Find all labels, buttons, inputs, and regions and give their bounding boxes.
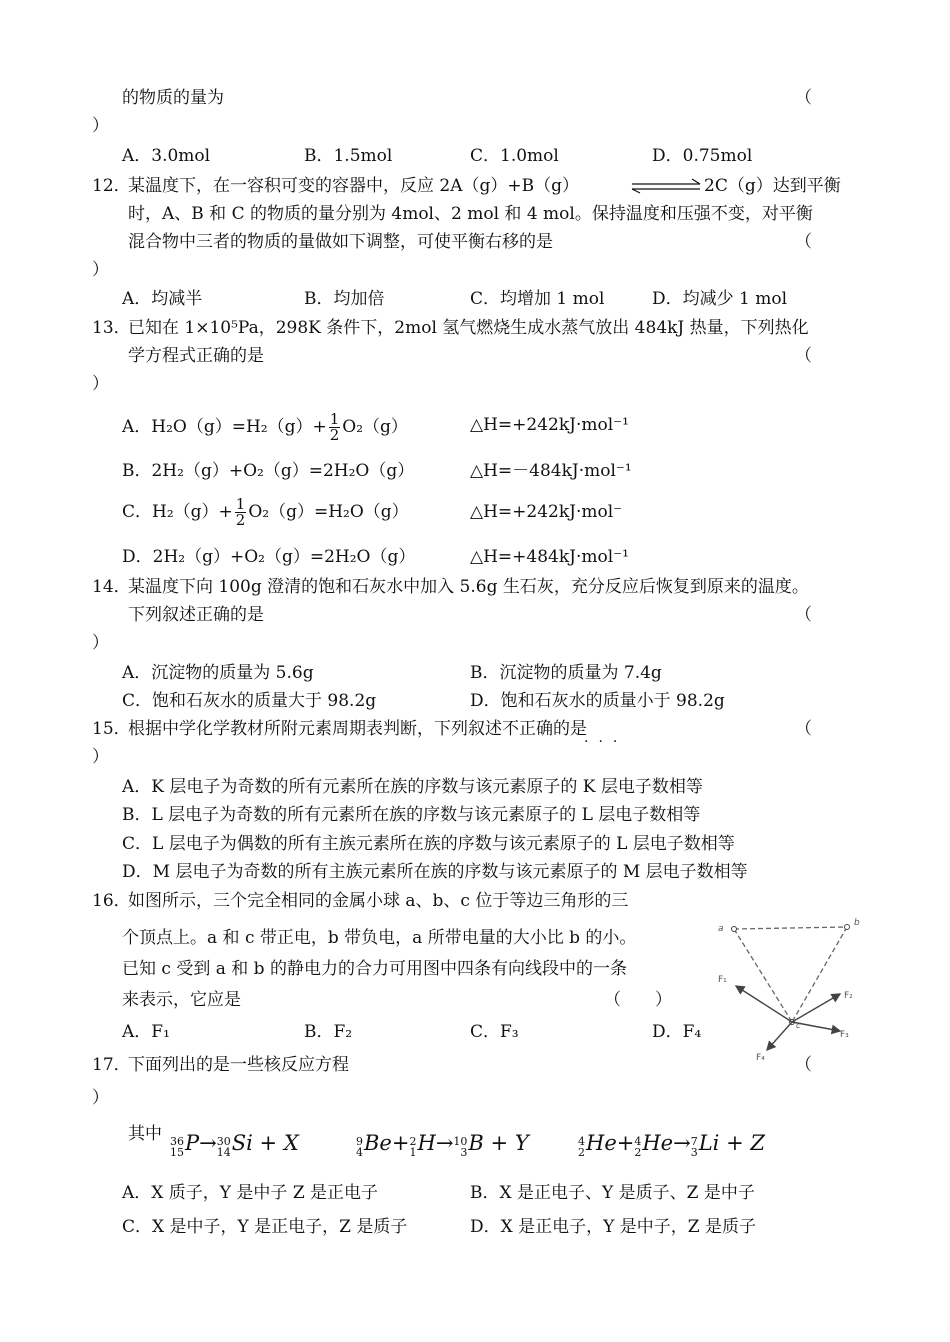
q16-figure <box>712 912 878 1064</box>
iso-z: 1 <box>409 1146 417 1159</box>
q12-option-a: A．均减半 <box>122 289 203 309</box>
q15-option-d: D．M 层电子为奇数的所有主族元素所在族的序数与该元素原子的 M 层电子数相等 <box>122 862 748 882</box>
q12-line1b: 2C（g）达到平衡 <box>704 176 841 196</box>
iso-a: 4 <box>634 1135 642 1148</box>
q13-option-b: B．2H₂（g）+O₂（g）=2H₂O（g） <box>122 461 415 481</box>
q16-line3: 已知 c 受到 a 和 b 的静电力的合力可用图中四条有向线段中的一条 <box>122 959 627 979</box>
q13-option-a-label: A．H₂O（g）=H₂（g）+ <box>122 417 327 437</box>
q11-option-a: A．3.0mol <box>122 146 211 166</box>
q17-lead: 其中 <box>128 1124 162 1144</box>
q13-paren-open: （ <box>795 346 812 366</box>
label-a: a <box>718 924 724 934</box>
iso-z: 4 <box>356 1146 363 1159</box>
q13-option-a-tail: O₂（g） <box>342 417 408 437</box>
fraction-half <box>329 412 341 443</box>
ball-b <box>845 925 850 930</box>
q16-line4: 来表示，它应是 <box>122 990 241 1010</box>
q11-option-d: D．0.75mol <box>652 146 753 166</box>
q17-option-d: D．X 是正电子，Y 是中子，Z 是质子 <box>470 1217 756 1237</box>
q13-option-a <box>122 412 408 443</box>
fraction-half <box>235 497 247 528</box>
iso-a: 10 <box>453 1135 468 1148</box>
q13-paren-close: ） <box>92 374 109 394</box>
iso-he <box>578 1136 585 1158</box>
product-z: + Z <box>726 1131 765 1155</box>
q16-number: 16． <box>92 891 131 911</box>
q13-option-d: D．2H₂（g）+O₂（g）=2H₂O（g） <box>122 547 416 567</box>
iso-h <box>409 1136 416 1158</box>
plus: + <box>391 1131 410 1155</box>
q13-line1: 已知在 1×10⁵Pa，298K 条件下，2mol 氢气燃烧生成水蒸气放出 484kJ 热量，下列热化 <box>128 318 809 338</box>
frac-den: 2 <box>235 511 246 529</box>
q14-line1: 某温度下向 100g 澄清的饱和石灰水中加入 5.6g 生石灰，充分反应后恢复到原来的温度。 <box>128 577 809 597</box>
element-p: P <box>185 1131 200 1155</box>
q15-line1: 根据中学化学教材所附元素周期表判断，下列叙述不正确的是 <box>128 719 587 739</box>
q17-option-c: C．X 是中子，Y 是正电子，Z 是质子 <box>122 1217 408 1237</box>
q14-line2: 下列叙述正确的是 <box>128 605 264 625</box>
triangle-edge-ac <box>734 929 792 1022</box>
frac-num: 1 <box>235 495 246 513</box>
element-be: Be <box>364 1131 392 1155</box>
iso-z: 15 <box>170 1146 184 1159</box>
label-f3: F₃ <box>840 1030 849 1040</box>
nuclear-equation-2: 9 4 Be+ 2 1 H→ 10 3 B + Y <box>356 1131 529 1159</box>
q12-line2: 时，A、B 和 C 的物质的量分别为 4mol、2 mol 和 4 mol。保持温度和压强不变，对平衡 <box>128 204 813 224</box>
q14-paren-close: ） <box>92 633 109 653</box>
plus: + <box>616 1131 635 1155</box>
q14-option-d: D．饱和石灰水的质量小于 98.2g <box>470 691 725 711</box>
q16-option-b: B．F₂ <box>304 1022 353 1042</box>
equilibrium-arrow-icon <box>630 178 704 194</box>
frac-den: 2 <box>329 426 340 444</box>
q16-answer-blank: （ ） <box>604 990 672 1010</box>
q13-option-b-dh: △H=－484kJ·mol⁻¹ <box>470 461 632 481</box>
iso-a: 9 <box>356 1135 363 1148</box>
iso-b: 10 3 <box>453 1135 468 1159</box>
q17-paren-close: ） <box>92 1088 109 1108</box>
q12-paren-close: ） <box>92 260 109 280</box>
q14-number: 14． <box>92 577 131 597</box>
nuclear-equation-3: 4 2 He+ 4 2 He→ 7 3 Li + Z <box>578 1131 765 1159</box>
q16-option-c: C．F₃ <box>470 1022 519 1042</box>
element-li: Li <box>698 1131 720 1155</box>
iso-a: 30 <box>216 1135 231 1148</box>
q15-option-b: B．L 层电子为奇数的所有元素所在族的序数与该元素原子的 L 层电子数相等 <box>122 805 701 825</box>
q11-option-b: B．1.5mol <box>304 146 393 166</box>
iso-si <box>217 1136 231 1158</box>
q17-option-a: A．X 质子，Y 是中子 Z 是正电子 <box>122 1183 379 1203</box>
vector-f2 <box>792 994 840 1022</box>
label-b: b <box>854 918 860 928</box>
iso-z: 3 <box>690 1146 698 1159</box>
iso-z: 14 <box>216 1146 231 1159</box>
element-si: Si <box>231 1131 253 1155</box>
q12-number: 12． <box>92 176 131 196</box>
vector-f1 <box>736 986 792 1022</box>
q12-paren-open: （ <box>795 232 812 252</box>
iso-a: 7 <box>690 1135 698 1148</box>
q13-option-c-dh: △H=+242kJ·mol⁻ <box>470 502 623 522</box>
vector-f4 <box>767 1022 792 1050</box>
label-f1: F₁ <box>718 975 727 985</box>
q16-option-d: D．F₄ <box>652 1022 702 1042</box>
product-y: + Y <box>490 1131 529 1155</box>
q13-option-d-dh: △H=+484kJ·mol⁻¹ <box>470 547 629 567</box>
q12-option-c: C．均增加 1 mol <box>470 289 605 309</box>
q17-number: 17． <box>92 1055 131 1075</box>
iso-he <box>634 1136 641 1158</box>
q15-paren-close: ） <box>92 747 109 767</box>
q15-option-c: C．L 层电子为偶数的所有主族元素所在族的序数与该元素原子的 L 层电子数相等 <box>122 834 735 854</box>
iso-li <box>691 1136 698 1158</box>
element-h: H <box>417 1131 436 1155</box>
q12-line1a: 某温度下，在一容积可变的容器中，反应 2A（g）+B（g） <box>128 176 579 196</box>
iso-z: 2 <box>578 1146 585 1159</box>
iso-z: 2 <box>634 1146 642 1159</box>
q14-option-a: A．沉淀物的质量为 5.6g <box>122 663 314 683</box>
q14-option-c: C．饱和石灰水的质量大于 98.2g <box>122 691 377 711</box>
q11-paren-close: ） <box>92 116 109 136</box>
q12-option-b: B．均加倍 <box>304 289 385 309</box>
nuclear-equation-1: 36 15 P→ 30 14 Si + X <box>170 1131 299 1159</box>
q13-option-c-tail: O₂（g）=H₂O（g） <box>248 502 409 522</box>
q13-option-a-dh: △H=+242kJ·mol⁻¹ <box>470 415 629 435</box>
q13-line2: 学方程式正确的是 <box>128 346 264 366</box>
label-f4: F₄ <box>756 1053 765 1063</box>
q13-option-c-label: C．H₂（g）+ <box>122 502 233 522</box>
q16-line2: 个顶点上。a 和 c 带正电，b 带负电，a 所带电量的大小比 b 的小。 <box>122 928 637 948</box>
iso-be <box>356 1136 363 1158</box>
frac-num: 1 <box>329 410 340 428</box>
q14-paren-open: （ <box>795 605 812 625</box>
iso-p: 36 15 <box>170 1135 184 1159</box>
element-he: He <box>586 1131 617 1155</box>
q17-line1: 下面列出的是一些核反应方程 <box>128 1055 349 1075</box>
q15-option-a: A．K 层电子为奇数的所有元素所在族的序数与该元素原子的 K 层电子数相等 <box>122 777 703 797</box>
q11-paren-open: （ <box>795 88 812 108</box>
q16-line1: 如图所示，三个完全相同的金属小球 a、b、c 位于等边三角形的三 <box>128 891 629 911</box>
element-he: He <box>642 1131 674 1155</box>
triangle-edge-ab <box>734 927 847 929</box>
product-x: + X <box>259 1131 299 1155</box>
element-b: B <box>468 1131 484 1155</box>
q12-line3: 混合物中三者的物质的量做如下调整，可使平衡右移的是 <box>128 232 553 252</box>
q13-option-c <box>122 497 409 528</box>
q15-number: 15． <box>92 719 131 739</box>
q11-stem: 的物质的量为 <box>122 88 224 108</box>
triangle-edge-bc <box>792 927 847 1022</box>
ball-a <box>732 927 737 932</box>
q11-option-c: C．1.0mol <box>470 146 559 166</box>
q16-option-a: A．F₁ <box>122 1022 170 1042</box>
q15-paren-open: （ <box>795 719 812 739</box>
q14-option-b: B．沉淀物的质量为 7.4g <box>470 663 662 683</box>
label-c: c <box>796 1021 801 1030</box>
q17-option-b: B．X 是正电子、Y 是质子、Z 是中子 <box>470 1183 755 1203</box>
iso-a: 2 <box>409 1135 417 1148</box>
q12-option-d: D．均减少 1 mol <box>652 289 788 309</box>
q13-number: 13． <box>92 318 131 338</box>
q17-paren-open: （ <box>795 1055 812 1075</box>
label-f2: F₂ <box>844 991 853 1001</box>
iso-a: 4 <box>578 1135 585 1148</box>
emphasis-dots: ··· <box>584 734 628 750</box>
